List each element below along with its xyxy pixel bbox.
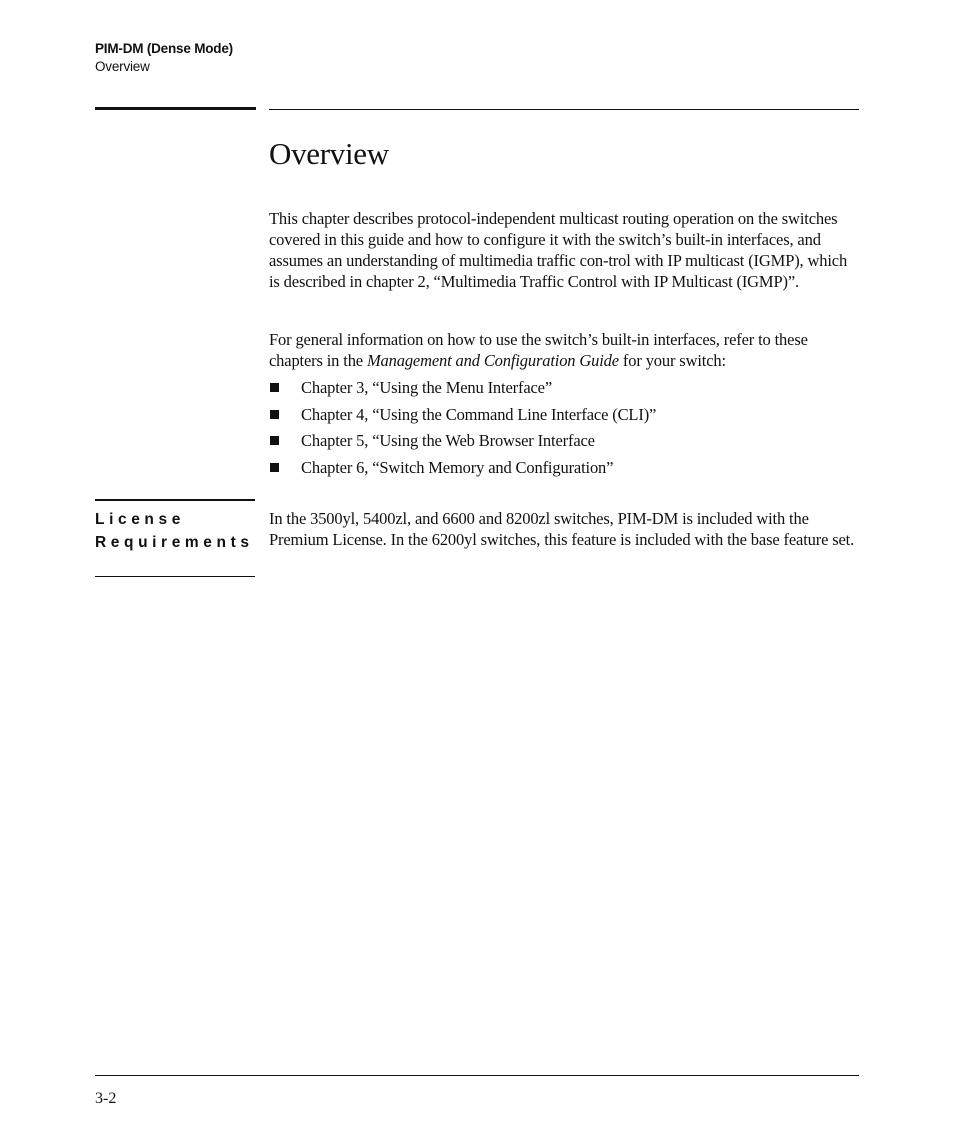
side-heading-bottom-rule xyxy=(95,576,255,577)
list-item xyxy=(269,377,656,404)
intro-paragraph: This chapter describes protocol-independent multicast routing operation on the switches covered in this guide and how to configure it with the switch’s built-in interfaces, and assumes an understanding of multimedia traffic con-trol with IP multicast (IGMP), which is described in chapter 2, “Multimedia Traffic Control with IP Multicast (IGMP)”. xyxy=(269,209,848,291)
list-item xyxy=(269,430,656,457)
general-info-text-after: for your switch: xyxy=(618,351,726,370)
side-heading-line1: License xyxy=(95,511,185,528)
list-item-text: Chapter 3, “Using the Menu Interface” xyxy=(301,378,553,397)
header-main-rule xyxy=(269,109,859,110)
square-bullet-icon xyxy=(270,383,279,392)
list-item-text: Chapter 4, “Using the Command Line Interface (CLI)” xyxy=(301,404,657,424)
side-heading xyxy=(95,508,255,554)
page-number: 3-2 xyxy=(95,1090,117,1107)
page-title: Overview xyxy=(269,136,389,171)
list-item xyxy=(269,404,656,431)
square-bullet-icon xyxy=(270,436,279,445)
chapter-list xyxy=(269,377,656,483)
license-paragraph: In the 3500yl, 5400zl, and 6600 and 8200zl switches, PIM-DM is included with the Premium License. In the 6200yl switches, this feature is included with the base feature set. xyxy=(269,509,855,549)
side-heading-line2: Requirements xyxy=(95,534,254,551)
guide-title: Management and Configuration Guide xyxy=(366,351,619,370)
footer-rule xyxy=(95,1075,859,1076)
running-header-chapter: PIM-DM (Dense Mode) xyxy=(95,41,233,56)
square-bullet-icon xyxy=(270,463,279,472)
list-item xyxy=(269,457,656,484)
list-item-text: Chapter 6, “Switch Memory and Configuration” xyxy=(301,457,614,477)
running-header-section: Overview xyxy=(95,59,150,74)
general-info-text-before: For general information on how to use the switch’s built-in interfaces, refer to these chapters in the xyxy=(269,330,808,370)
side-heading-top-rule xyxy=(95,499,255,501)
header-left-rule xyxy=(95,107,256,110)
list-item-text: Chapter 5, “Using the Web Browser Interface xyxy=(301,431,595,450)
general-info-paragraph xyxy=(269,329,861,371)
square-bullet-icon xyxy=(270,410,279,419)
